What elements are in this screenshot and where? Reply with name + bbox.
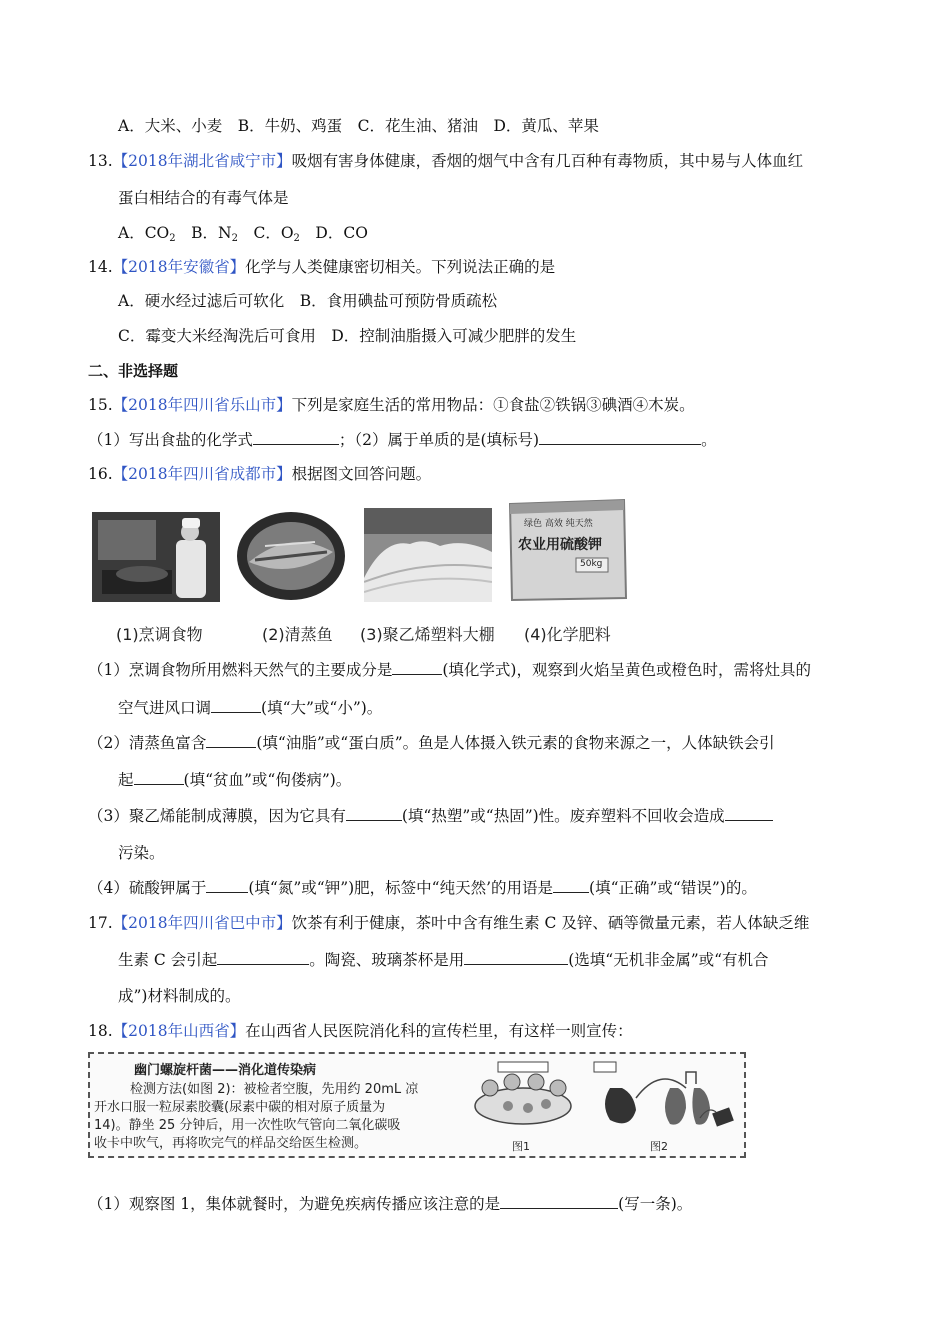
- question-text: 吸烟有害身体健康，香烟的烟气中含有几百种有毒物质，其中易与人体血红: [291, 152, 804, 170]
- poster-fig2-label: 图2: [650, 1140, 668, 1153]
- question-17: [88, 913, 809, 933]
- answer-blank[interactable]: [217, 950, 309, 965]
- answer-blank[interactable]: [539, 430, 701, 445]
- caption-1: (1)烹调食物: [116, 625, 203, 644]
- q18-part-1: （1）观察图 1，集体就餐时，为避免疾病传播应该注意的是 (写一条)。: [88, 1195, 693, 1213]
- answer-blank[interactable]: [134, 770, 184, 785]
- question-14-options-2: C．霉变大米经淘洗后可食用 D．控制油脂摄入可减少肥胖的发生: [118, 327, 577, 345]
- q16-part-3: （3）聚乙烯能制成薄膜，因为它具有 (填“热塑”或“热固”)性。废弃塑料不回收会造成: [88, 806, 773, 826]
- answer-blank[interactable]: [553, 878, 589, 893]
- question-number: 18.: [88, 1022, 113, 1040]
- question-text: 饮茶有利于健康，茶叶中含有维生素 C 及锌、硒等微量元素，若人体缺乏维: [291, 914, 810, 932]
- question-13-options: A．$CO_2$ B．$N_2$ C．$O_2$ D．CO: [118, 224, 368, 244]
- poster-figure-2: [590, 1058, 740, 1138]
- question-17-cont-2: 成”)材料制成的。: [118, 987, 241, 1005]
- poster-title: 幽门螺旋杆菌——消化道传染病: [134, 1063, 317, 1078]
- answer-blank[interactable]: [392, 660, 442, 675]
- question-13-cont: 蛋白相结合的有毒气体是: [118, 189, 289, 207]
- poster-fig1-label: 图1: [512, 1140, 530, 1153]
- photo-steamed-fish: [235, 506, 347, 602]
- question-15-parts: （1）写出食盐的化学式 ；（2）属于单质的是(填标号) 。: [88, 431, 717, 449]
- question-15: [88, 395, 695, 415]
- source-tag: 【2018年四川省成都市】: [112, 465, 292, 483]
- photo-cooking: [92, 512, 220, 602]
- poster-line-3: 14)。静坐 25 分钟后，用一次性吹气管向二氧化碳吸: [94, 1118, 401, 1133]
- question-number: 15.: [88, 396, 113, 414]
- question-16: [88, 464, 431, 484]
- q16-part-2: （2）清蒸鱼富含 (填“油脂”或“蛋白质”。鱼是人体摄入铁元素的食物来源之一，人体缺铁会引: [88, 734, 775, 752]
- question-number: 13.: [88, 152, 113, 170]
- question-14-options-1: A．硬水经过滤后可软化 B．食用碘盐可预防骨质疏松: [118, 292, 498, 310]
- photo-fertilizer-bag: [506, 498, 628, 602]
- question-14: [88, 257, 555, 277]
- photo-greenhouse: [364, 508, 492, 602]
- q16-part-1: （1）烹调食物所用燃料天然气的主要成分是 (填化学式)，观察到火焰呈黄色或橙色时，需将灶具的: [88, 661, 811, 679]
- question-number: 14.: [88, 258, 113, 276]
- question-18: [88, 1021, 633, 1041]
- caption-3: (3)聚乙烯塑料大棚: [360, 625, 495, 644]
- source-tag: 【2018年四川省乐山市】: [112, 396, 292, 414]
- q16-part-4: （4）硫酸钾属于 (填“氮”或“钾”)肥，标签中“纯天然’的用语是 (填“正确”或“错误”)的。: [88, 879, 757, 897]
- source-tag: 【2018年四川省巴中市】: [112, 914, 292, 932]
- caption-2: (2)清蒸鱼: [262, 625, 333, 644]
- question-number: 17.: [88, 914, 113, 932]
- source-tag: 【2018年湖北省咸宁市】: [112, 152, 292, 170]
- q16-part-1-cont: 空气进风口调 (填“大”或“小”)。: [118, 699, 383, 717]
- answer-blank[interactable]: [346, 806, 402, 821]
- poster-banner: [88, 1052, 746, 1158]
- bag-label-1: 绿色 高效 纯天然: [524, 519, 593, 529]
- source-tag: 【2018年安徽省】: [112, 258, 246, 276]
- question-number: 16.: [88, 465, 113, 483]
- source-tag: 【2018年山西省】: [112, 1022, 246, 1040]
- question-13: [88, 151, 803, 171]
- question-text: 根据图文回答问题。: [291, 465, 432, 483]
- question-text: 在山西省人民医院消化科的宣传栏里，有这样一则宣传：: [245, 1022, 633, 1040]
- q12-options: A．大米、小麦 B．牛奶、鸡蛋 C．花生油、猪油 D．黄瓜、苹果: [118, 117, 599, 135]
- question-text: 化学与人类健康密切相关。下列说法正确的是: [245, 258, 556, 276]
- answer-blank[interactable]: [253, 430, 339, 445]
- question-text: 下列是家庭生活的常用物品：①食盐②铁锅③碘酒④木炭。: [291, 396, 695, 414]
- answer-blank[interactable]: [464, 950, 568, 965]
- answer-blank[interactable]: [725, 806, 773, 821]
- poster-line-2: 开水口服一粒尿素胶囊(尿素中碳的相对原子质量为: [94, 1100, 386, 1115]
- bag-label-2: 农业用硫酸钾: [518, 537, 602, 553]
- answer-blank[interactable]: [206, 878, 248, 893]
- answer-blank[interactable]: [211, 698, 261, 713]
- poster-line-4: 收卡中吹气，再将吹完气的样品交给医生检测。: [94, 1136, 368, 1151]
- bag-label-3: 50kg: [580, 559, 603, 569]
- q16-part-3-cont: 污染。: [118, 844, 165, 862]
- caption-4: (4)化学肥料: [524, 625, 611, 644]
- q16-part-2-cont: 起 (填“贫血”或“佝偻病”)。: [118, 771, 352, 789]
- answer-blank[interactable]: [206, 733, 256, 748]
- poster-figure-1: [468, 1060, 578, 1134]
- poster-line-1: 检测方法(如图 2)：被检者空腹，先用约 20mL 凉: [130, 1082, 419, 1097]
- section-heading: 二、非选择题: [88, 362, 179, 380]
- question-17-cont: 生素 C 会引起 。陶瓷、玻璃茶杯是用 (选填“无机非金属”或“有机合: [118, 951, 769, 969]
- answer-blank[interactable]: [500, 1194, 618, 1209]
